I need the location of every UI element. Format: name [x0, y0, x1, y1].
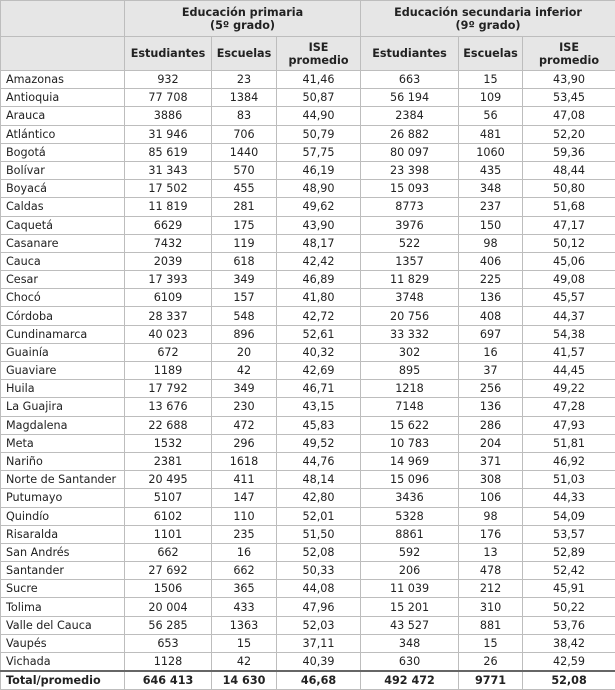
department-cell: San Andrés — [1, 543, 125, 561]
table-row — [1, 343, 615, 361]
primary-students-cell: 672 — [125, 343, 212, 361]
department-cell: Nariño — [1, 452, 125, 470]
primary-schools-cell: 296 — [212, 434, 277, 452]
table-row — [1, 307, 615, 325]
secondary-ise-cell: 38,42 — [523, 634, 615, 652]
department-cell: Antioquia — [1, 89, 125, 107]
primary-ise-cell: 50,33 — [277, 562, 361, 580]
secondary-ise-cell: 47,08 — [523, 107, 615, 125]
primary-ise-cell: 51,50 — [277, 525, 361, 543]
primary-ise-cell: 52,01 — [277, 507, 361, 525]
secondary-students-cell: 56 194 — [361, 89, 459, 107]
secondary-schools-cell: 106 — [459, 489, 523, 507]
secondary-schools-cell: 16 — [459, 343, 523, 361]
total-primary-students-cell: 646 413 — [125, 671, 212, 690]
secondary-ise-cell: 52,89 — [523, 543, 615, 561]
table-row — [1, 434, 615, 452]
primary-schools-cell: 119 — [212, 234, 277, 252]
department-cell: Quindío — [1, 507, 125, 525]
secondary-students-cell: 20 756 — [361, 307, 459, 325]
secondary-schools-cell: 1060 — [459, 143, 523, 161]
secondary-students-cell: 11 039 — [361, 580, 459, 598]
table-row — [1, 180, 615, 198]
primary-ise-cell: 48,17 — [277, 234, 361, 252]
secondary-schools-cell: 308 — [459, 471, 523, 489]
table-row — [1, 471, 615, 489]
secondary-ise-cell: 50,80 — [523, 180, 615, 198]
department-cell: Caldas — [1, 198, 125, 216]
primary-ise-cell: 45,83 — [277, 416, 361, 434]
primary-students-cell: 2039 — [125, 252, 212, 270]
secondary-schools-cell: 136 — [459, 398, 523, 416]
secondary-students-cell: 23 398 — [361, 161, 459, 179]
department-cell: Magdalena — [1, 416, 125, 434]
primary-students-cell: 40 023 — [125, 325, 212, 343]
primary-ise-cell: 40,39 — [277, 653, 361, 672]
department-cell: Meta — [1, 434, 125, 452]
primary-schools-cell: 42 — [212, 653, 277, 672]
secondary-ise-cell: 50,12 — [523, 234, 615, 252]
header-primary-students: Estudiantes — [125, 37, 212, 71]
department-cell: Chocó — [1, 289, 125, 307]
secondary-students-cell: 7148 — [361, 398, 459, 416]
secondary-schools-cell: 237 — [459, 198, 523, 216]
primary-schools-cell: 20 — [212, 343, 277, 361]
primary-ise-cell: 41,80 — [277, 289, 361, 307]
secondary-schools-cell: 225 — [459, 271, 523, 289]
primary-ise-cell: 52,08 — [277, 543, 361, 561]
secondary-schools-cell: 15 — [459, 634, 523, 652]
secondary-schools-cell: 13 — [459, 543, 523, 561]
department-cell: Amazonas — [1, 71, 125, 89]
table-row — [1, 380, 615, 398]
primary-ise-cell: 43,90 — [277, 216, 361, 234]
secondary-schools-cell: 435 — [459, 161, 523, 179]
secondary-students-cell: 630 — [361, 653, 459, 672]
department-cell: Santander — [1, 562, 125, 580]
secondary-students-cell: 10 783 — [361, 434, 459, 452]
department-cell: Vaupés — [1, 634, 125, 652]
primary-schools-cell: 230 — [212, 398, 277, 416]
primary-ise-cell: 48,90 — [277, 180, 361, 198]
primary-ise-cell: 50,79 — [277, 125, 361, 143]
primary-students-cell: 7432 — [125, 234, 212, 252]
primary-schools-cell: 15 — [212, 634, 277, 652]
secondary-schools-cell: 697 — [459, 325, 523, 343]
secondary-schools-cell: 26 — [459, 653, 523, 672]
secondary-students-cell: 5328 — [361, 507, 459, 525]
secondary-ise-cell: 44,37 — [523, 307, 615, 325]
secondary-schools-cell: 98 — [459, 507, 523, 525]
secondary-students-cell: 15 622 — [361, 416, 459, 434]
secondary-students-cell: 11 829 — [361, 271, 459, 289]
secondary-ise-cell: 53,76 — [523, 616, 615, 634]
primary-ise-cell: 40,32 — [277, 343, 361, 361]
total-secondary-ise-cell: 52,08 — [523, 671, 615, 690]
primary-students-cell: 17 393 — [125, 271, 212, 289]
secondary-students-cell: 15 201 — [361, 598, 459, 616]
primary-ise-cell: 49,62 — [277, 198, 361, 216]
primary-schools-cell: 706 — [212, 125, 277, 143]
total-department-cell: Total/promedio — [1, 671, 125, 690]
department-cell: Vichada — [1, 653, 125, 672]
header-primary-ise: ISE promedio — [277, 37, 361, 71]
primary-schools-cell: 662 — [212, 562, 277, 580]
department-cell: Putumayo — [1, 489, 125, 507]
primary-students-cell: 6102 — [125, 507, 212, 525]
table-row — [1, 562, 615, 580]
primary-schools-cell: 1440 — [212, 143, 277, 161]
primary-schools-cell: 618 — [212, 252, 277, 270]
secondary-students-cell: 3748 — [361, 289, 459, 307]
secondary-schools-cell: 481 — [459, 125, 523, 143]
secondary-students-cell: 2384 — [361, 107, 459, 125]
primary-ise-cell: 44,76 — [277, 452, 361, 470]
table-row — [1, 616, 615, 634]
primary-ise-cell: 48,14 — [277, 471, 361, 489]
secondary-schools-cell: 98 — [459, 234, 523, 252]
secondary-schools-cell: 56 — [459, 107, 523, 125]
primary-schools-cell: 23 — [212, 71, 277, 89]
table-row — [1, 634, 615, 652]
primary-schools-cell: 349 — [212, 271, 277, 289]
primary-schools-cell: 110 — [212, 507, 277, 525]
primary-students-cell: 27 692 — [125, 562, 212, 580]
header-blank — [1, 1, 125, 37]
primary-schools-cell: 472 — [212, 416, 277, 434]
secondary-students-cell: 43 527 — [361, 616, 459, 634]
primary-schools-cell: 455 — [212, 180, 277, 198]
secondary-ise-cell: 43,90 — [523, 71, 615, 89]
header-primary-education: Educación primaria (5º grado) — [125, 1, 361, 37]
primary-students-cell: 20 004 — [125, 598, 212, 616]
table-row — [1, 398, 615, 416]
secondary-students-cell: 15 096 — [361, 471, 459, 489]
primary-schools-cell: 281 — [212, 198, 277, 216]
secondary-students-cell: 33 332 — [361, 325, 459, 343]
secondary-ise-cell: 47,17 — [523, 216, 615, 234]
primary-ise-cell: 52,03 — [277, 616, 361, 634]
primary-schools-cell: 349 — [212, 380, 277, 398]
secondary-schools-cell: 310 — [459, 598, 523, 616]
secondary-ise-cell: 47,28 — [523, 398, 615, 416]
secondary-ise-cell: 44,45 — [523, 362, 615, 380]
primary-schools-cell: 411 — [212, 471, 277, 489]
table-row — [1, 198, 615, 216]
primary-ise-cell: 46,71 — [277, 380, 361, 398]
header-primary-schools: Escuelas — [212, 37, 277, 71]
primary-schools-cell: 570 — [212, 161, 277, 179]
secondary-students-cell: 80 097 — [361, 143, 459, 161]
secondary-schools-cell: 176 — [459, 525, 523, 543]
secondary-ise-cell: 51,68 — [523, 198, 615, 216]
primary-students-cell: 20 495 — [125, 471, 212, 489]
header-blank-2 — [1, 37, 125, 71]
total-secondary-schools-cell: 9771 — [459, 671, 523, 690]
table-row — [1, 234, 615, 252]
table-row — [1, 216, 615, 234]
primary-ise-cell: 57,75 — [277, 143, 361, 161]
header-lower-secondary-education: Educación secundaria inferior (9º grado) — [361, 1, 615, 37]
primary-students-cell: 653 — [125, 634, 212, 652]
secondary-ise-cell: 45,57 — [523, 289, 615, 307]
department-cell: Guainía — [1, 343, 125, 361]
table-row — [1, 416, 615, 434]
department-cell: Cesar — [1, 271, 125, 289]
table-row — [1, 507, 615, 525]
primary-students-cell: 28 337 — [125, 307, 212, 325]
primary-schools-cell: 433 — [212, 598, 277, 616]
department-cell: Córdoba — [1, 307, 125, 325]
secondary-students-cell: 14 969 — [361, 452, 459, 470]
secondary-schools-cell: 348 — [459, 180, 523, 198]
total-primary-schools-cell: 14 630 — [212, 671, 277, 690]
total-secondary-students-cell: 492 472 — [361, 671, 459, 690]
secondary-ise-cell: 49,08 — [523, 271, 615, 289]
table-row — [1, 125, 615, 143]
department-cell: Norte de Santander — [1, 471, 125, 489]
primary-schools-cell: 548 — [212, 307, 277, 325]
primary-ise-cell: 46,89 — [277, 271, 361, 289]
secondary-ise-cell: 53,45 — [523, 89, 615, 107]
secondary-students-cell: 3976 — [361, 216, 459, 234]
secondary-schools-cell: 408 — [459, 307, 523, 325]
secondary-ise-cell: 49,22 — [523, 380, 615, 398]
primary-ise-cell: 42,80 — [277, 489, 361, 507]
primary-ise-cell: 41,46 — [277, 71, 361, 89]
department-cell: Huila — [1, 380, 125, 398]
department-cell: La Guajira — [1, 398, 125, 416]
secondary-schools-cell: 371 — [459, 452, 523, 470]
secondary-students-cell: 8773 — [361, 198, 459, 216]
primary-students-cell: 22 688 — [125, 416, 212, 434]
secondary-ise-cell: 51,03 — [523, 471, 615, 489]
secondary-ise-cell: 51,81 — [523, 434, 615, 452]
secondary-schools-cell: 256 — [459, 380, 523, 398]
table-row — [1, 252, 615, 270]
table-row — [1, 71, 615, 89]
secondary-students-cell: 1218 — [361, 380, 459, 398]
secondary-ise-cell: 53,57 — [523, 525, 615, 543]
secondary-students-cell: 895 — [361, 362, 459, 380]
primary-schools-cell: 1363 — [212, 616, 277, 634]
primary-students-cell: 1532 — [125, 434, 212, 452]
secondary-schools-cell: 150 — [459, 216, 523, 234]
department-cell: Guaviare — [1, 362, 125, 380]
primary-students-cell: 11 819 — [125, 198, 212, 216]
secondary-students-cell: 206 — [361, 562, 459, 580]
secondary-ise-cell: 42,59 — [523, 653, 615, 672]
secondary-ise-cell: 52,42 — [523, 562, 615, 580]
primary-students-cell: 3886 — [125, 107, 212, 125]
secondary-schools-cell: 478 — [459, 562, 523, 580]
secondary-schools-cell: 286 — [459, 416, 523, 434]
table-body — [1, 71, 615, 690]
secondary-ise-cell: 48,44 — [523, 161, 615, 179]
department-cell: Caquetá — [1, 216, 125, 234]
primary-ise-cell: 43,15 — [277, 398, 361, 416]
primary-students-cell: 31 946 — [125, 125, 212, 143]
department-cell: Sucre — [1, 580, 125, 598]
secondary-students-cell: 26 882 — [361, 125, 459, 143]
secondary-students-cell: 15 093 — [361, 180, 459, 198]
department-cell: Bogotá — [1, 143, 125, 161]
secondary-ise-cell: 45,91 — [523, 580, 615, 598]
secondary-ise-cell: 52,20 — [523, 125, 615, 143]
table-row — [1, 525, 615, 543]
department-cell: Bolívar — [1, 161, 125, 179]
secondary-students-cell: 663 — [361, 71, 459, 89]
secondary-schools-cell: 136 — [459, 289, 523, 307]
department-cell: Valle del Cauca — [1, 616, 125, 634]
department-cell: Risaralda — [1, 525, 125, 543]
primary-ise-cell: 42,42 — [277, 252, 361, 270]
secondary-students-cell: 348 — [361, 634, 459, 652]
header-secondary-ise: ISE promedio — [523, 37, 615, 71]
table-row — [1, 489, 615, 507]
secondary-ise-cell: 47,93 — [523, 416, 615, 434]
table-row — [1, 325, 615, 343]
primary-students-cell: 2381 — [125, 452, 212, 470]
secondary-schools-cell: 109 — [459, 89, 523, 107]
primary-students-cell: 56 285 — [125, 616, 212, 634]
primary-schools-cell: 42 — [212, 362, 277, 380]
secondary-schools-cell: 406 — [459, 252, 523, 270]
secondary-students-cell: 3436 — [361, 489, 459, 507]
primary-ise-cell: 52,61 — [277, 325, 361, 343]
primary-ise-cell: 44,08 — [277, 580, 361, 598]
primary-students-cell: 1189 — [125, 362, 212, 380]
secondary-students-cell: 522 — [361, 234, 459, 252]
primary-schools-cell: 365 — [212, 580, 277, 598]
primary-ise-cell: 49,52 — [277, 434, 361, 452]
header-secondary-schools: Escuelas — [459, 37, 523, 71]
secondary-schools-cell: 15 — [459, 71, 523, 89]
primary-schools-cell: 147 — [212, 489, 277, 507]
primary-ise-cell: 46,19 — [277, 161, 361, 179]
table-row — [1, 161, 615, 179]
secondary-students-cell: 592 — [361, 543, 459, 561]
secondary-students-cell: 1357 — [361, 252, 459, 270]
table-row — [1, 543, 615, 561]
secondary-ise-cell: 44,33 — [523, 489, 615, 507]
department-cell: Cundinamarca — [1, 325, 125, 343]
secondary-ise-cell: 50,22 — [523, 598, 615, 616]
primary-schools-cell: 896 — [212, 325, 277, 343]
primary-students-cell: 77 708 — [125, 89, 212, 107]
secondary-ise-cell: 54,09 — [523, 507, 615, 525]
primary-students-cell: 662 — [125, 543, 212, 561]
primary-ise-cell: 42,72 — [277, 307, 361, 325]
primary-schools-cell: 235 — [212, 525, 277, 543]
primary-ise-cell: 50,87 — [277, 89, 361, 107]
primary-students-cell: 85 619 — [125, 143, 212, 161]
primary-schools-cell: 83 — [212, 107, 277, 125]
primary-students-cell: 5107 — [125, 489, 212, 507]
department-cell: Atlántico — [1, 125, 125, 143]
primary-students-cell: 932 — [125, 71, 212, 89]
table-row — [1, 107, 615, 125]
header-secondary-students: Estudiantes — [361, 37, 459, 71]
table-row — [1, 362, 615, 380]
total-row — [1, 671, 615, 690]
department-cell: Tolima — [1, 598, 125, 616]
secondary-schools-cell: 204 — [459, 434, 523, 452]
table-row — [1, 580, 615, 598]
primary-students-cell: 1128 — [125, 653, 212, 672]
secondary-students-cell: 302 — [361, 343, 459, 361]
table-row — [1, 143, 615, 161]
primary-schools-cell: 16 — [212, 543, 277, 561]
primary-ise-cell: 44,90 — [277, 107, 361, 125]
secondary-schools-cell: 212 — [459, 580, 523, 598]
table-row — [1, 271, 615, 289]
table-row — [1, 452, 615, 470]
table-row — [1, 653, 615, 672]
primary-ise-cell: 47,96 — [277, 598, 361, 616]
primary-ise-cell: 42,69 — [277, 362, 361, 380]
department-cell: Boyacá — [1, 180, 125, 198]
primary-students-cell: 17 792 — [125, 380, 212, 398]
primary-schools-cell: 175 — [212, 216, 277, 234]
primary-students-cell: 1101 — [125, 525, 212, 543]
secondary-students-cell: 8861 — [361, 525, 459, 543]
primary-students-cell: 31 343 — [125, 161, 212, 179]
department-cell: Casanare — [1, 234, 125, 252]
secondary-ise-cell: 59,36 — [523, 143, 615, 161]
secondary-ise-cell: 46,92 — [523, 452, 615, 470]
secondary-schools-cell: 881 — [459, 616, 523, 634]
primary-students-cell: 6629 — [125, 216, 212, 234]
table-row — [1, 289, 615, 307]
table-row — [1, 89, 615, 107]
table-row — [1, 598, 615, 616]
secondary-schools-cell: 37 — [459, 362, 523, 380]
primary-students-cell: 6109 — [125, 289, 212, 307]
total-primary-ise-cell: 46,68 — [277, 671, 361, 690]
primary-schools-cell: 157 — [212, 289, 277, 307]
primary-schools-cell: 1618 — [212, 452, 277, 470]
secondary-ise-cell: 54,38 — [523, 325, 615, 343]
department-cell: Arauca — [1, 107, 125, 125]
primary-students-cell: 1506 — [125, 580, 212, 598]
primary-ise-cell: 37,11 — [277, 634, 361, 652]
secondary-ise-cell: 45,06 — [523, 252, 615, 270]
primary-students-cell: 17 502 — [125, 180, 212, 198]
secondary-ise-cell: 41,57 — [523, 343, 615, 361]
primary-students-cell: 13 676 — [125, 398, 212, 416]
primary-schools-cell: 1384 — [212, 89, 277, 107]
department-cell: Cauca — [1, 252, 125, 270]
